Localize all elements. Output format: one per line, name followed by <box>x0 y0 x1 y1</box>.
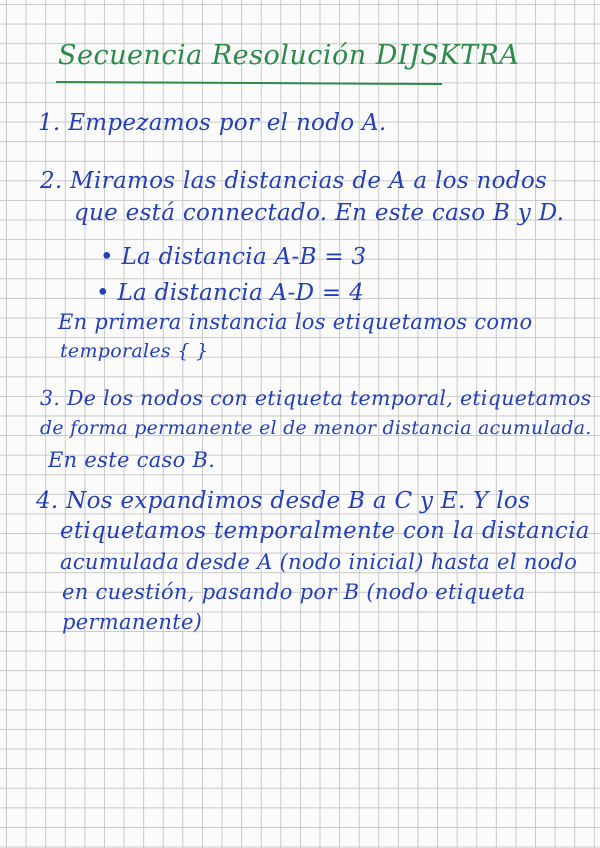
bullet-distance-ab: • La distancia A-B = 3 <box>100 244 367 270</box>
step-4-line-1: 4. Nos expandimos desde B a C y E. Y los <box>36 488 531 514</box>
step-4-line-3: acumulada desde A (nodo inicial) hasta el nodo <box>60 550 578 574</box>
page-title: Secuencia Resolución DIJSKTRA <box>58 40 520 71</box>
step-2-line-1: 2. Miramos las distancias de A a los nodos <box>40 168 548 194</box>
step-4-line-5: permanente) <box>62 610 203 634</box>
step-3-line-2: de forma permanente el de menor distancia acumulada. <box>40 418 592 439</box>
note-line-1: En primera instancia los etiquetamos como <box>58 310 533 334</box>
step-3-line-3: En este caso B. <box>48 448 216 472</box>
step-3-line-1: 3. De los nodos con etiqueta temporal, etiquetamos <box>40 386 592 410</box>
title-underline <box>56 81 442 85</box>
note-line-2: temporales { } <box>60 340 209 362</box>
step-4-line-2: etiquetamos temporalmente con la distancia <box>60 518 590 544</box>
step-2-line-2: que está connectado. En este caso B y D. <box>74 200 565 226</box>
step-4-line-4: en cuestión, pasando por B (nodo etiqueta <box>62 580 526 604</box>
title-block <box>58 40 519 71</box>
bullet-distance-ad: • La distancia A-D = 4 <box>96 280 365 306</box>
step-1-line-1: 1. Empezamos por el nodo A. <box>38 110 387 136</box>
